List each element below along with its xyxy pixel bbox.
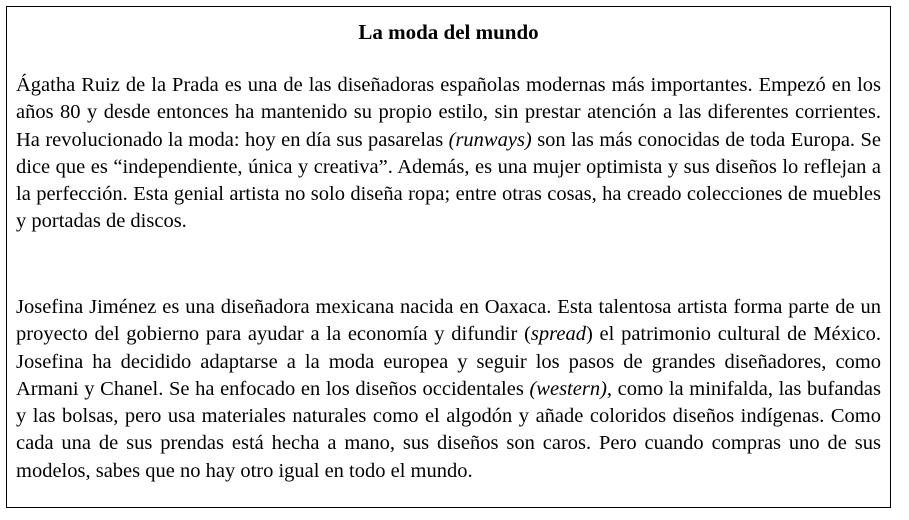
paragraph-agatha-text-1: Ágatha Ruiz de la Prada es una de las diseñadoras españolas modernas más importantes. Empezó en los años 80 y desde entonces ha mantenido su propio estilo, sin prestar atención a las diferentes corrientes. Ha revolucionado la moda: hoy en día sus pasarelas [16,74,881,151]
document-frame [6,6,891,508]
paragraph-josefina-text-3: como la minifalda, las bufandas y las bolsas, pero usa materiales naturales como el algodón y añade coloridos diseños indígenas. Como cada una de sus prendas está hecha a mano, sus diseños son caros. Pero cuando compras uno de sus modelos, sabes que no hay otro igual en todo el mundo. [16,377,881,482]
paragraph-agatha-text-2: son las más conocidas de toda Europa. Se dice que es “independiente, única y creativa”. Además, es una mujer optimista y sus diseños lo reflejan a la perfección. Esta genial artista no solo diseña ropa; entre otras cosas, ha creado colecciones de muebles y portadas de discos. [16,128,881,233]
gloss-spread: spread [530,323,586,346]
paragraph-agatha [16,72,881,236]
gloss-runways: (runways) [448,128,532,151]
paragraph-josefina-text-1: Josefina Jiménez es una diseñadora mexicana nacida en Oaxaca. Esta talentosa artista forma parte de un proyecto del gobierno para ayudar a la economía y difundir ( [16,296,881,346]
paragraph-josefina [16,294,881,485]
gloss-western: (western), [529,377,613,400]
document-title: La moda del mundo [358,20,539,44]
paragraph-josefina-text-2: ) el patrimonio cultural de México. Josefina ha decidido adaptarse a la moda europea y seguir los pasos de grandes diseñadores, como Armani y Chanel. Se ha enfocado en los diseños occidentales [16,323,881,400]
